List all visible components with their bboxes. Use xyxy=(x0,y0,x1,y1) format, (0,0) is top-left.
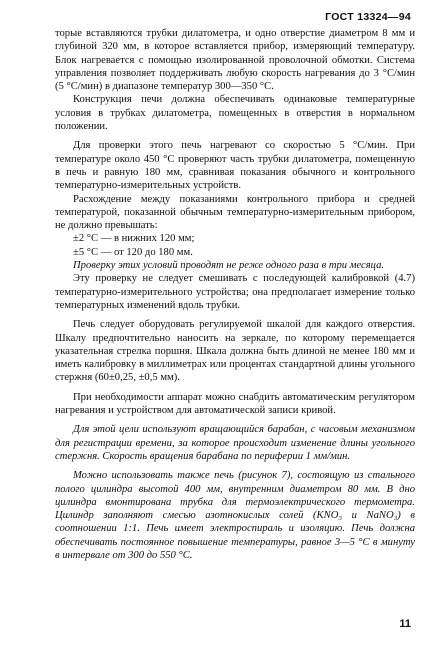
page-number: 11 xyxy=(399,618,411,630)
paragraph-scale: Печь следует оборудовать регулируемой шкалой для каждого отверстия. Шкалу предпочтительно наносить на зеркале, по которому перемещается указательная стрелка поршня. Шкала должна быть длиной не менее 180 мм и иметь калибровку в миллиметрах или процентах стандартной длины угольного стержня (60±0,25, ±0,5 мм). xyxy=(55,319,415,384)
tolerance-lower: ±2 °С — в нижних 120 мм; xyxy=(73,233,195,245)
paragraph-auto-regulator: При необходимости аппарат можно снабдить автоматическим регулятором нагревания и устройством для автоматической записи кривой. xyxy=(55,391,415,417)
tolerance-upper: ±5 °С — от 120 до 180 мм. xyxy=(73,246,193,258)
paragraph-1: торые вставляются трубки дилатометра, и одно отверстие диаметром 8 мм и глубиной 320 мм, в которое вставляется прибор, измеряющий температуру. Блок нагревается с помощью изолированной проволочной обмотки. Система управления позволяет поддерживать любую скорость нагревания до 3 °С/мин (5 °С/мин) в диапазоне температур 300—350 °С. xyxy=(55,28,415,93)
paragraph-calibration-note: Эту проверку не следует смешивать с последующей калибровкой (4.7) температурно-измерительного устройства; она предполагает измерение только температурных изменений вдоль трубки. xyxy=(55,273,415,311)
paragraph-check-frequency: Проверку этих условий проводят не реже одного раза в три месяца. xyxy=(73,260,385,272)
paragraph-2: Конструкция печи должна обеспечивать одинаковые температурные условия в трубках дилатометра, помещенных в отверстия в нормальном положении. xyxy=(55,94,415,133)
standard-header: ГОСТ 13324—94 xyxy=(325,11,411,23)
paragraph-drum: Для этой цели используют вращающийся барабан, с часовым механизмом для регистрации времени, за которое происходит изменение длины угольного стержня. Скорость вращения барабана по периферии 1 мм/мин. xyxy=(55,424,415,462)
paragraph-4: Расхождение между показаниями контрольного прибора и средней температурой, показанной обычным температурно-измерительным прибором, не должно превышать: xyxy=(55,193,415,232)
body-text xyxy=(55,27,415,562)
paragraph-alt-furnace: Можно использовать также печь (рисунок 7), состоящую из стального полого цилиндра высотой 400 мм, внутренним диаметром 80 мм. В дно цилиндра вмонтирована трубка для термоэлектрического термометра. Цилиндр заполняют смесью азотнокислых солей (KNO₃ и NaNO₃) в соотношении 1:1. Печь имеет электроспираль и изоляцию. Печь должна обеспечивать постоянное повышение температуры, равное 3—5 °С в минуту в интервале от 300 до 550 °С. xyxy=(55,470,415,561)
paragraph-3: Для проверки этого печь нагревают со скоростью 5 °С/мин. При температуре около 450 °С проверяют часть трубки дилатометра, помещенную в печь и равную 180 мм, сравнивая показания обычного и контрольного температурно-измерительных устройств. xyxy=(55,140,415,192)
